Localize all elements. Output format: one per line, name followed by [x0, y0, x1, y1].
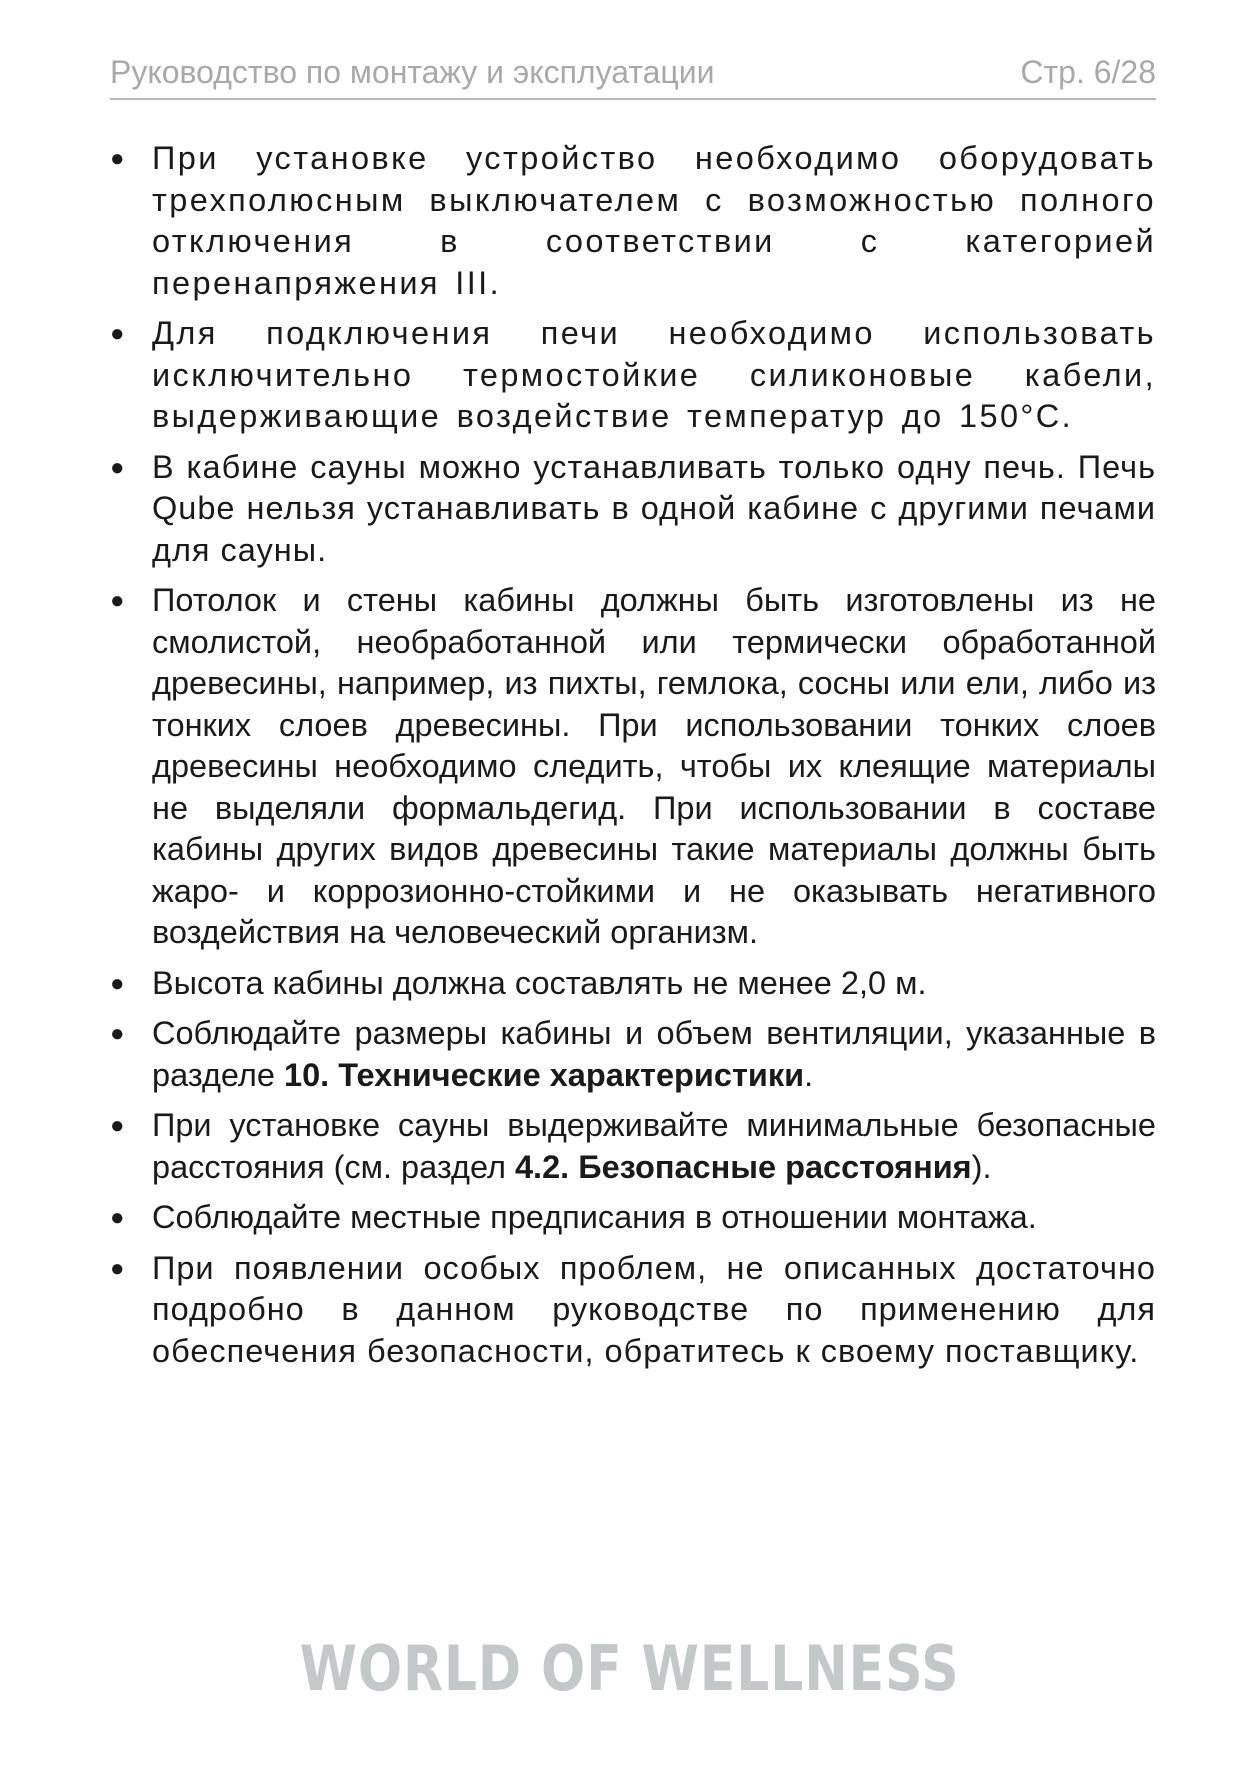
list-item — [110, 138, 1156, 304]
page-header — [110, 52, 1156, 100]
section-reference: 4.2. Безопасные расстояния — [514, 1148, 972, 1185]
list-item — [110, 1248, 1156, 1373]
safety-instructions-list — [110, 138, 1156, 1381]
bullet-icon: ● — [110, 969, 125, 997]
list-item — [110, 1197, 1156, 1239]
bullet-icon: ● — [110, 320, 127, 347]
bullet-icon: ● — [110, 1020, 125, 1047]
list-item-text: Соблюдайте размеры кабины и объем вентиляции, указанные в разделе — [152, 1015, 1156, 1093]
list-item-text: Для подключения печи необходимо использовать исключительно термостойкие силиконовые кабели, выдерживающие воздействие температур до 150°C. — [152, 315, 1156, 434]
bullet-icon: ● — [110, 1204, 125, 1231]
bullet-icon: ● — [110, 453, 126, 481]
bullet-icon: ● — [110, 587, 125, 614]
section-reference: 10. Технические характеристики — [284, 1056, 805, 1093]
list-item-text: В кабине сауны можно устанавливать только одну печь. Печь Qube нельзя устанавливать в одной кабине с другими печами для сауны. — [152, 448, 1156, 568]
list-item — [110, 580, 1156, 954]
list-item-text-end: . — [804, 1056, 814, 1093]
list-item — [110, 313, 1156, 438]
bullet-icon: ● — [110, 1112, 125, 1139]
bullet-icon: ● — [110, 1254, 126, 1282]
list-item-text-end: ). — [971, 1148, 992, 1185]
list-item — [110, 447, 1156, 572]
list-item-text: Потолок и стены кабины должны быть изготовлены из не смолистой, необработанной или термически обработанной древесины, например, из пихты, гемлока, сосны или ели, либо из тонких слоев древесины. При использовании тонких слоев древесины необходимо следить, чтобы их клеящие материалы не выделяли формальдегид. При использовании в составе кабины других видов древесины такие материалы должны быть жаро- и коррозионно-стойкими и не оказывать негативного воздействия на человеческий организм. — [152, 582, 1156, 950]
document-title: Руководство по монтажу и эксплуатации — [110, 54, 715, 90]
list-item-text: Высота кабины должна составлять не менее 2,0 м. — [152, 964, 927, 1001]
list-item — [110, 1105, 1156, 1188]
list-item-text: Соблюдайте местные предписания в отношении монтажа. — [152, 1199, 1037, 1235]
list-item-text: При установке сауны выдерживайте минимальные безопасные расстояния (см. раздел — [152, 1107, 1156, 1185]
brand-logo-text: WORLD OF WELLNESS — [299, 1632, 960, 1705]
list-item — [110, 1013, 1156, 1096]
list-item-text: При появлении особых проблем, не описанных достаточно подробно в данном руководстве по применению для обеспечения безопасности, обратитесь к своему поставщику. — [152, 1249, 1156, 1369]
list-item-text: При установке устройство необходимо оборудовать трехполюсным выключателем с возможностью полного отключения в соответствии с категорией перенапряжения III. — [152, 140, 1156, 301]
page-number: Стр. 6/28 — [1020, 54, 1156, 90]
bullet-icon: ● — [110, 145, 127, 172]
list-item — [110, 963, 1156, 1005]
